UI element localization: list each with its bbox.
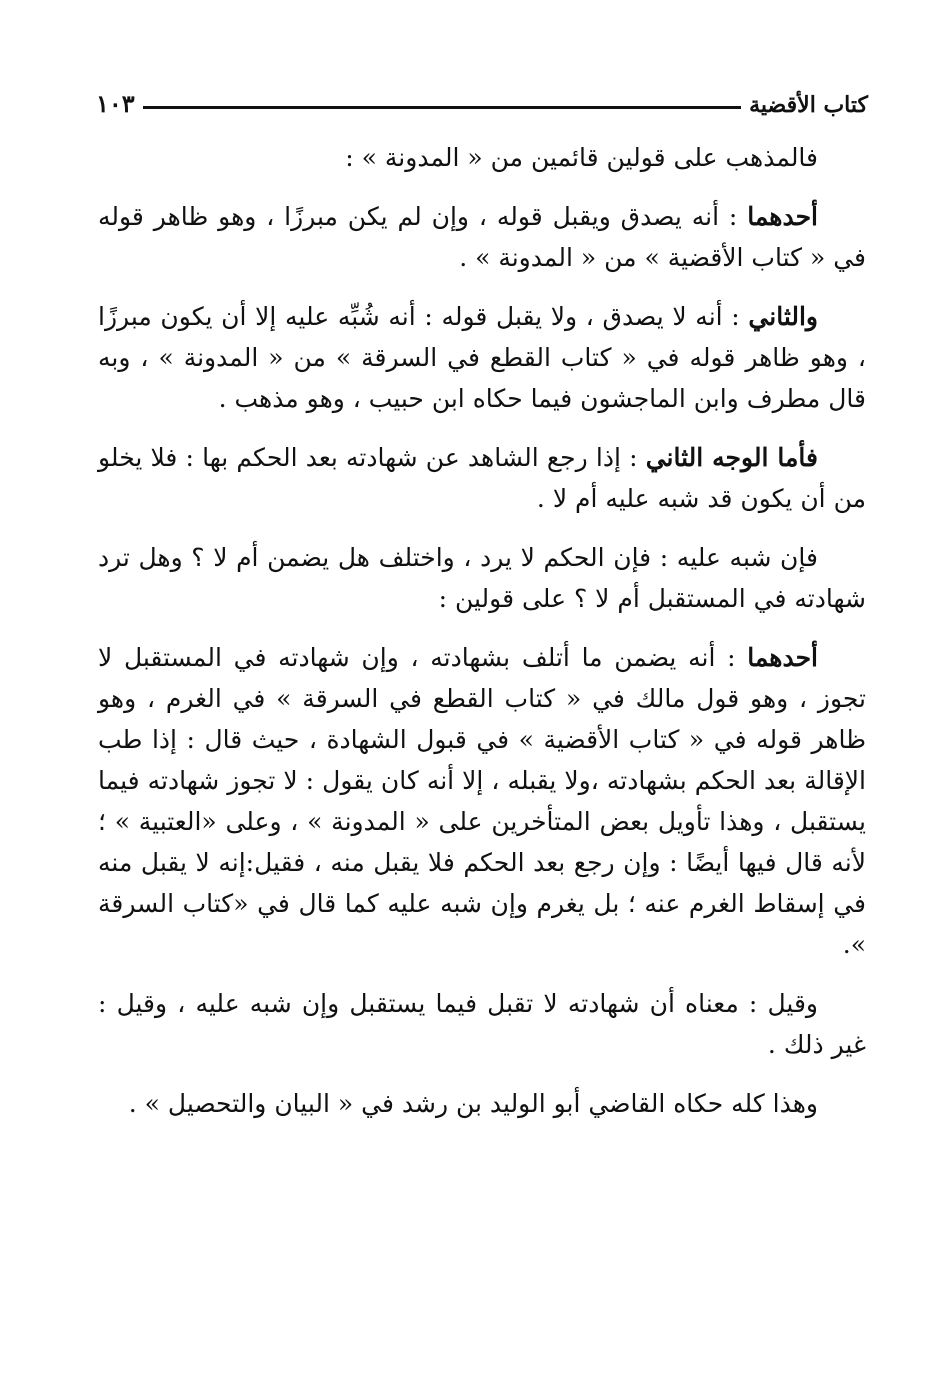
paragraph-lead: أحدهما	[747, 202, 818, 231]
chapter-title: كتاب الأقضية	[749, 92, 868, 118]
paragraph	[98, 637, 866, 965]
paragraph-text: : أنه يصدق ويقبل قوله ، وإن لم يكن مبرزًا ، وهو ظاهر قوله في « كتاب الأقضية » من « المدونة » .	[98, 202, 866, 272]
paragraph-text: : أنه لا يصدق ، ولا يقبل قوله : أنه شُبِّه عليه إلا أن يكون مبرزًا ، وهو ظاهر قوله في « كتاب القطع في السرقة » من « المدونة » ، وبه قال مطرف وابن الماجشون فيما حكاه ابن حبيب ، وهو مذهب .	[98, 302, 866, 413]
paragraph-text: وهذا كله حكاه القاضي أبو الوليد بن رشد في « البيان والتحصيل » .	[128, 1089, 818, 1118]
header-rule	[143, 106, 741, 109]
paragraph	[98, 196, 866, 278]
paragraph-text: : أنه يضمن ما أتلف بشهادته ، وإن شهادته في المستقبل لا تجوز ، وهو قول مالك في « كتاب القطع في السرقة » في الغرم ، وهو ظاهر قوله في « كتاب الأقضية » في قبول الشهادة ، حيث قال : إذا طب الإقالة بعد الحكم بشهادته ،ولا يقبله ، إلا أنه كان يقول : لا تجوز شهادته فيما يستقبل ، وهذا تأويل بعض المتأخرين على « المدونة » ، وعلى «العتبية » ؛ لأنه قال فيها أيضًا : وإن رجع بعد الحكم فلا يقبل منه ، فقيل:إنه لا يقبل منه في إسقاط الغرم عنه ؛ بل يغرم وإن شبه عليه كما قال في «كتاب السرقة ».	[98, 643, 866, 959]
paragraph-lead: فأما الوجه الثاني	[645, 443, 819, 472]
body-text	[98, 137, 866, 1142]
paragraph	[98, 296, 866, 419]
paragraph-lead: والثاني	[748, 302, 818, 331]
paragraph-text: : إذا رجع الشاهد عن شهادته بعد الحكم بها : فلا يخلو من أن يكون قد شبه عليه أم لا .	[98, 443, 866, 513]
paragraph-lead: أحدهما	[747, 643, 818, 672]
paragraph	[98, 137, 866, 178]
paragraph-text: فإن شبه عليه : فإن الحكم لا يرد ، واختلف هل يضمن أم لا ؟ وهل ترد شهادته في المستقبل أم لا ؟ على قولين :	[98, 543, 866, 613]
paragraph-text: فالمذهب على قولين قائمين من « المدونة » :	[345, 143, 818, 172]
paragraph	[98, 437, 866, 519]
paragraph	[98, 983, 866, 1065]
paragraph	[98, 1083, 866, 1124]
running-header	[96, 78, 868, 118]
paragraph	[98, 537, 866, 619]
paragraph-text: وقيل : معناه أن شهادته لا تقبل فيما يستقبل وإن شبه عليه ، وقيل : غير ذلك .	[98, 989, 866, 1059]
page-number: ١٠٣	[96, 89, 135, 118]
